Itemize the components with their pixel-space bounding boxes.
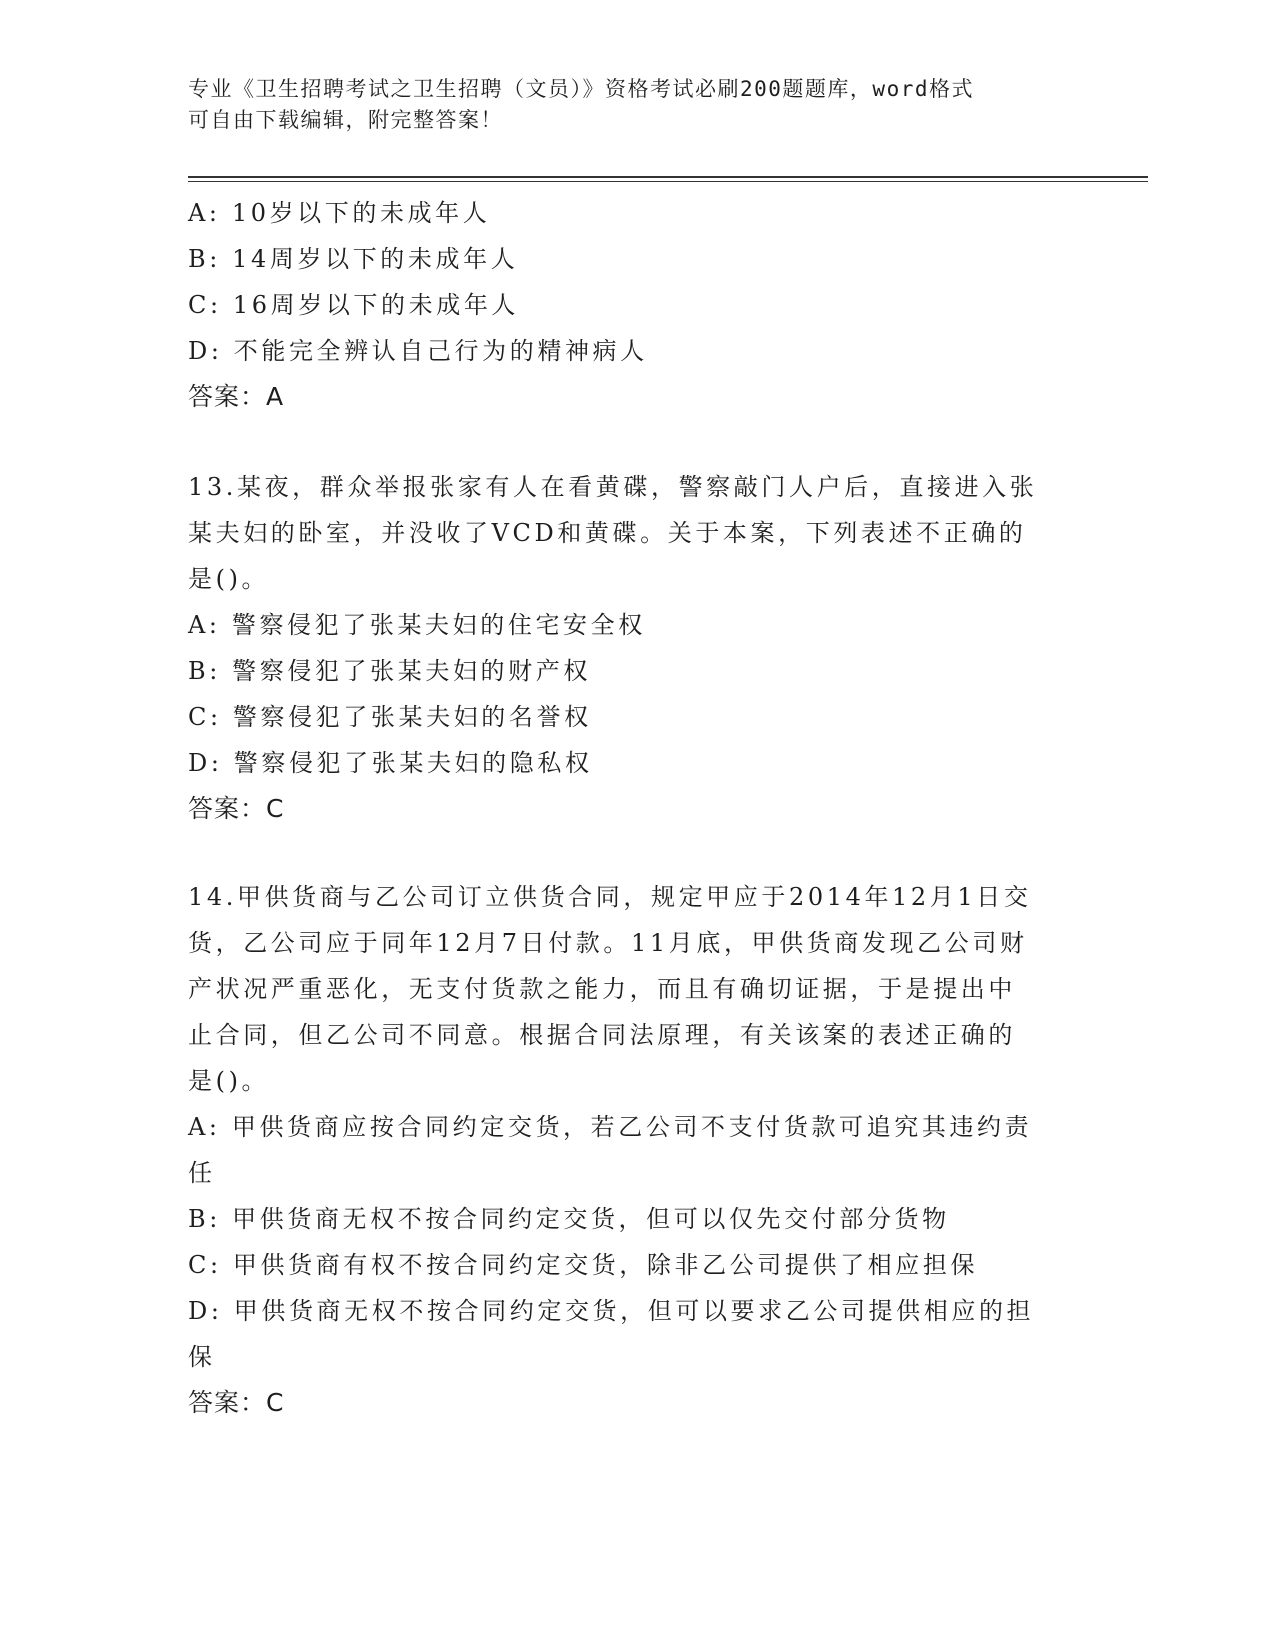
option-a: A: 10岁以下的未成年人 [188, 199, 491, 227]
header-line-2: 可自由下载编辑，附完整答案！ [188, 108, 503, 132]
question-content [188, 190, 1088, 1426]
answer-line: 答案：C [188, 1388, 285, 1417]
option-a: A: 甲供货商应按合同约定交货，若乙公司不支付货款可追究其违约责 [188, 1113, 1033, 1141]
question-stem-line: 13.某夜，群众举报张家有人在看黄碟，警察敲门人户后，直接进入张 [188, 473, 1038, 501]
question-stem-line: 是()。 [188, 565, 270, 593]
option-d: D: 警察侵犯了张某夫妇的隐私权 [188, 749, 593, 777]
question-stem-line: 货，乙公司应于同年12月7日付款。11月底，甲供货商发现乙公司财 [188, 929, 1028, 957]
question-14 [188, 874, 1088, 1426]
option-d: D: 不能完全辨认自己行为的精神病人 [188, 337, 648, 365]
option-a: A: 警察侵犯了张某夫妇的住宅安全权 [188, 611, 646, 639]
option-c: C: 16周岁以下的未成年人 [188, 291, 520, 319]
option-a-continued: 任 [188, 1159, 216, 1187]
answer-line: 答案：C [188, 794, 285, 823]
header-rule-thick [188, 176, 1148, 178]
question-stem-line: 止合同，但乙公司不同意。根据合同法原理，有关该案的表述正确的 [188, 1021, 1016, 1049]
option-c: C: 警察侵犯了张某夫妇的名誉权 [188, 703, 592, 731]
option-c: C: 甲供货商有权不按合同约定交货，除非乙公司提供了相应担保 [188, 1251, 979, 1279]
question-stem-line: 某夫妇的卧室，并没收了VCD和黄碟。关于本案，下列表述不正确的 [188, 519, 1027, 547]
answer-line: 答案：A [188, 382, 285, 411]
spacer [188, 420, 1088, 464]
option-d: D: 甲供货商无权不按合同约定交货，但可以要求乙公司提供相应的担 [188, 1297, 1035, 1325]
question-stem-line: 14.甲供货商与乙公司订立供货合同，规定甲应于2014年12月1日交 [188, 883, 1032, 911]
question-stem-line: 是()。 [188, 1067, 270, 1095]
question-stem-line: 产状况严重恶化，无支付货款之能力，而且有确切证据，于是提出中 [188, 975, 1016, 1003]
question-12 [188, 190, 1088, 420]
page-header [188, 74, 1068, 136]
header-rule-thin [188, 181, 1148, 182]
spacer [188, 832, 1088, 874]
option-b: B: 14周岁以下的未成年人 [188, 245, 519, 273]
option-b: B: 甲供货商无权不按合同约定交货，但可以仅先交付部分货物 [188, 1205, 950, 1233]
question-13 [188, 464, 1088, 832]
option-b: B: 警察侵犯了张某夫妇的财产权 [188, 657, 591, 685]
header-line-1: 专业《卫生招聘考试之卫生招聘（文员）》资格考试必刷200题题库，word格式 [188, 77, 974, 101]
option-d-continued: 保 [188, 1343, 216, 1371]
